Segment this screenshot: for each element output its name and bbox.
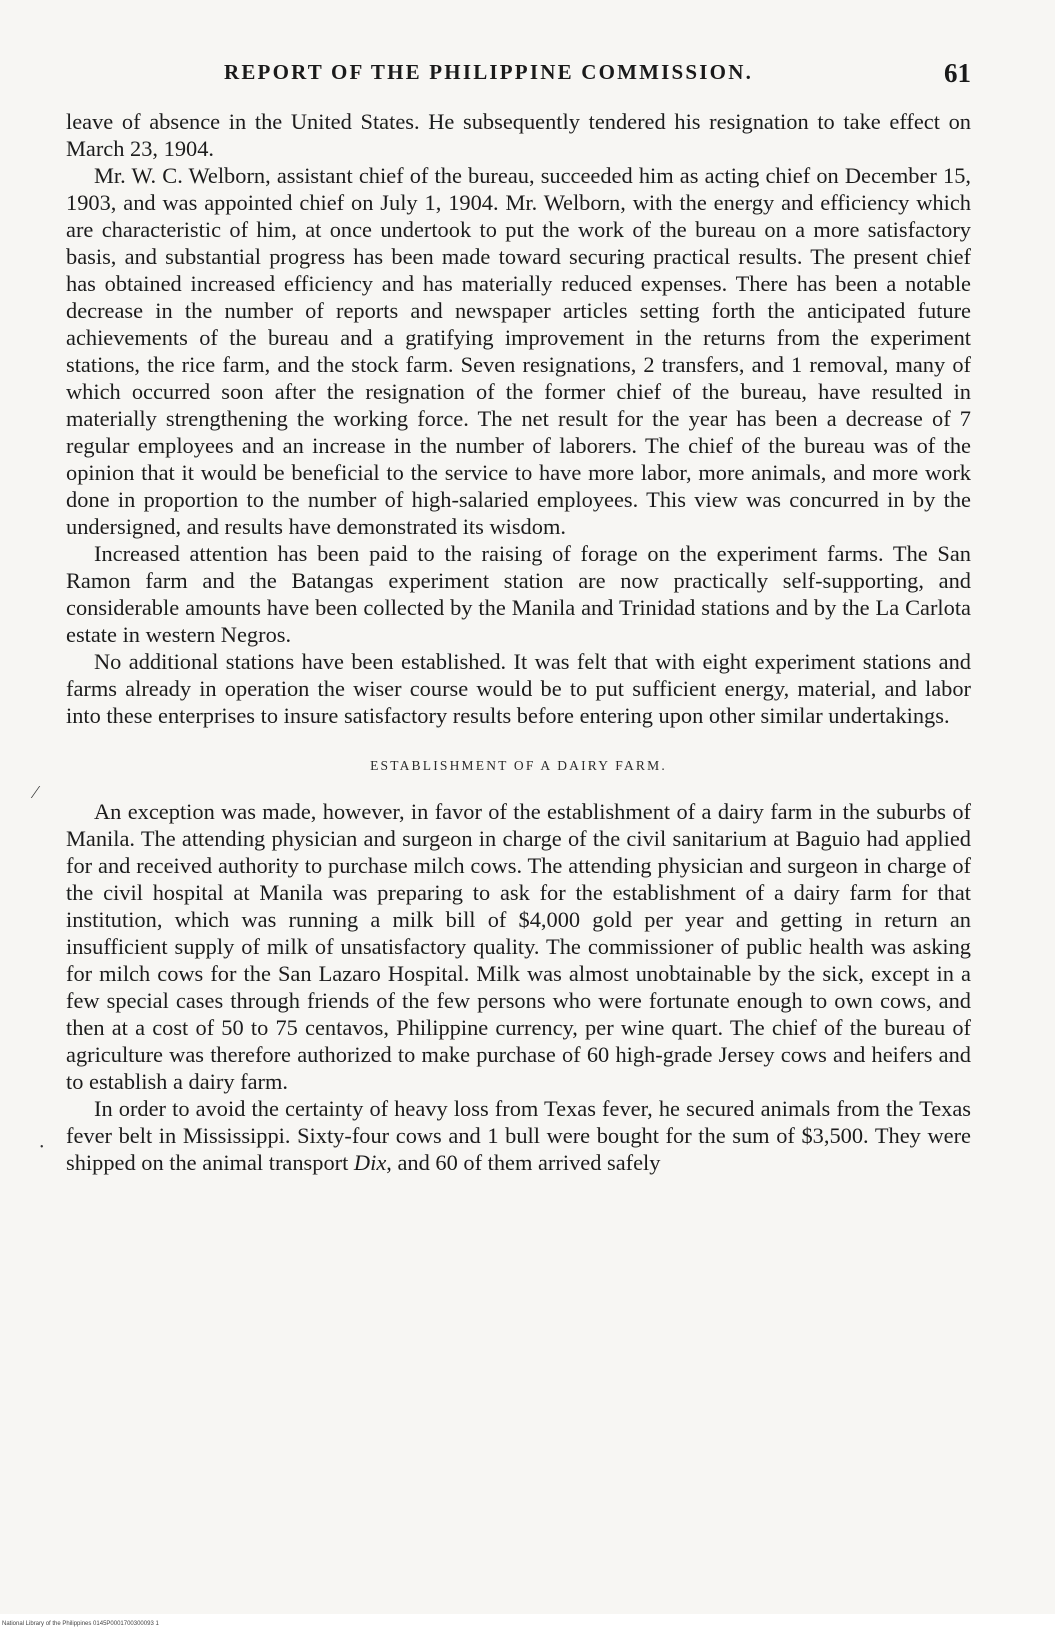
paragraph-continued: leave of absence in the United States. He subsequently tendered his resignation to take effect on March 23, 1904. <box>66 109 971 161</box>
margin-dot-mark: • <box>40 1142 44 1153</box>
texas-fever-text: In order to avoid the certainty of heavy loss from Texas fever, he secured animals from the Texas fever belt in Mississippi. Sixty-four cows and 1 bull were bought for the sum of $3,500. They were shipped on the animal transport <box>66 1096 971 1175</box>
footer-strip <box>0 1614 1055 1628</box>
library-stamp: National Library of the Philippines 0145P0001700300093 1 <box>2 1621 159 1627</box>
running-head: REPORT OF THE PHILIPPINE COMMISSION. <box>223 60 754 84</box>
paragraph-texas-fever <box>66 1095 971 1176</box>
paragraph-no-additional-stations: No additional stations have been established. It was felt that with eight experiment stations and farms already in operation the wiser course would be to put sufficient energy, material, and labor into these enterprises to insure satisfactory results before entering upon other similar undertakings. <box>66 649 971 728</box>
page-number: 61 <box>944 58 971 88</box>
page-header <box>66 58 971 92</box>
paragraph-welborn: Mr. W. C. Welborn, assistant chief of the bureau, succeeded him as acting chief on December 15, 1903, and was appointed chief on July 1, 1904. Mr. Welborn, with the energy and efficiency which are characteristic of him, at once undertook to put the work of the bureau on a more satisfactory basis, and substantial progress has been made toward securing practical results. The present chief has obtained increased efficiency and has materially reduced expenses. There has been a notable decrease in the number of reports and newspaper articles setting forth the anticipated future achievements of the bureau and a gratifying improvement in the returns from the experiment stations, the rice farm, and the stock farm. Seven resignations, 2 transfers, and 1 removal, many of which occurred soon after the resignation of the former chief of the bureau, have resulted in materially strengthening the working force. The net result for the year has been a decrease of 7 regular employees and an increase in the number of laborers. The chief of the bureau was of the opinion that it would be beneficial to the service to have more labor, more animals, and more work done in proportion to the number of high-salaried employees. This view was concurred in by the undersigned, and results have demonstrated its wisdom. <box>66 163 971 539</box>
paragraph-dairy-exception: An exception was made, however, in favor of the establishment of a dairy farm in the suburbs of Manila. The attending physician and surgeon in charge of the civil sanitarium at Baguio had applied for and received authority to purchase milch cows. The attending physician and surgeon in charge of the civil hospital at Manila was preparing to ask for the establishment of a dairy farm for that institution, which was running a milk bill of $4,000 gold per year and getting in return an insufficient supply of milk of unsatisfactory quality. The commissioner of public health was asking for milch cows for the San Lazaro Hospital. Milk was almost unobtainable by the sick, except in a few special cases through friends of the few persons who were fortunate enough to own cows, and then at a cost of 50 to 75 centavos, Philippine currency, per wine quart. The chief of the bureau of agriculture was therefore authorized to make purchase of 60 high-grade Jersey cows and heifers and to establish a dairy farm. <box>66 799 971 1094</box>
ship-name: Dix <box>353 1150 387 1175</box>
margin-pencil-mark: ⁄ <box>34 782 38 802</box>
section-heading: ESTABLISHMENT OF A DAIRY FARM. <box>370 758 667 773</box>
paragraph-forage: Increased attention has been paid to the raising of forage on the experiment farms. The San Ramon farm and the Batangas experiment station are now practically self-supporting, and considerable amounts have been collected by the Manila and Trinidad stations and by the La Carlota estate in western Negros. <box>66 541 971 647</box>
body-text <box>66 108 971 1176</box>
texas-fever-text-end: , and 60 of them arrived safely <box>386 1150 661 1175</box>
